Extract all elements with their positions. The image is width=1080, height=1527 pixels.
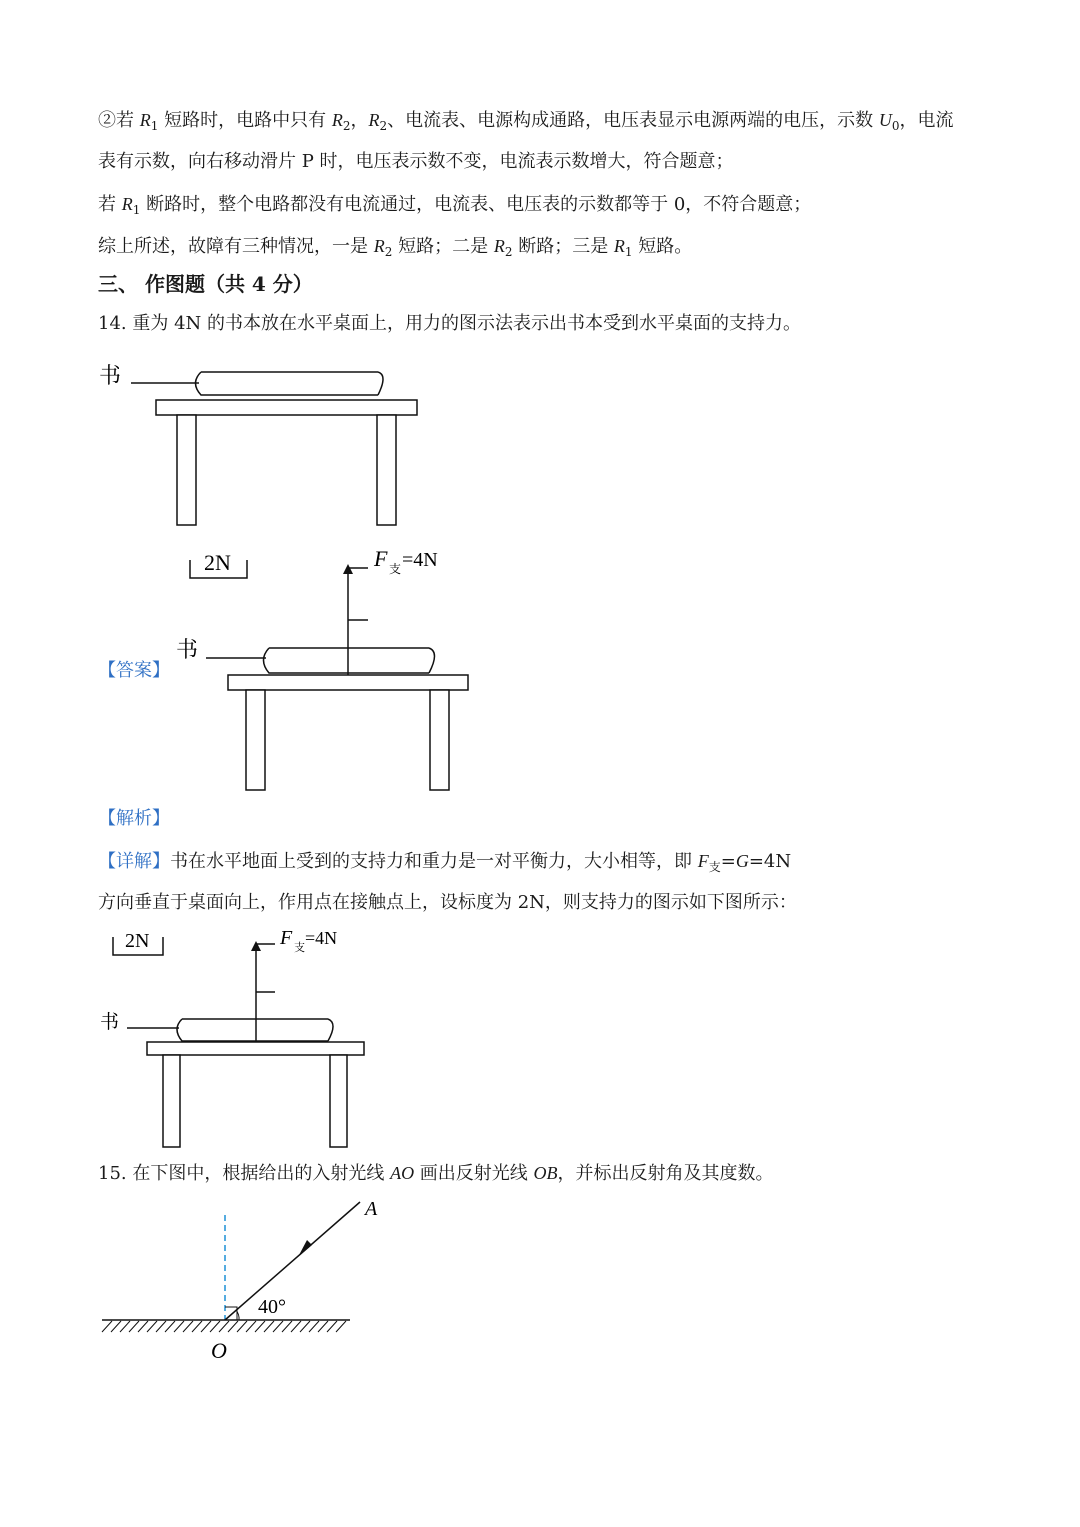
symbol-r1: R <box>139 110 151 130</box>
scale-label: 2N <box>125 930 150 952</box>
question-14: 14. 重为 4N 的书本放在水平桌面上，用力的图示法表示出书本受到水平桌面的支持力。 <box>98 313 801 334</box>
text: 若 <box>98 194 122 215</box>
mirror-hatching <box>102 1321 346 1332</box>
analysis-tag: 【解析】 <box>98 808 170 829</box>
text: 断路；三是 <box>512 236 614 257</box>
subscript: 1 <box>624 245 633 259</box>
table-leg <box>177 415 196 525</box>
figure-reflection <box>98 1195 388 1365</box>
force-symbol: F <box>280 927 293 949</box>
subscript: 1 <box>150 119 159 133</box>
ray-arrow <box>298 1240 312 1257</box>
symbol-r1: R <box>613 236 625 256</box>
text: ②若 <box>98 110 140 131</box>
subscript: 支 <box>708 860 721 874</box>
para-2: 表有示数，向右移动滑片 P 时，电压表示数不变，电流表示数增大，符合题意； <box>98 151 734 172</box>
detail-tag: 【详解】 <box>98 851 170 872</box>
point-a-label: A <box>365 1198 378 1220</box>
subscript: 2 <box>342 119 351 133</box>
point-o-label: O <box>211 1338 227 1363</box>
scale-label: 2N <box>204 550 231 575</box>
force-symbol: F <box>374 546 388 571</box>
answer-tag: 【答案】 <box>98 660 170 681</box>
subscript: 2 <box>504 245 513 259</box>
text: 断路时，整个电路都没有电流通过，电流表、电压表的示数都等于 0，不符合题意； <box>140 194 812 215</box>
subscript: 1 <box>132 203 141 217</box>
para-3 <box>98 192 811 218</box>
text: 、电流表、电源构成通路，电压表显示电源两端的电压，示数 <box>387 110 879 131</box>
ray-ob: OB <box>533 1163 558 1183</box>
text: ，并标出反射角及其度数。 <box>557 1163 774 1184</box>
symbol-r2: R <box>331 110 343 130</box>
section-heading: 三、 作图题（共 4 分） <box>98 272 313 296</box>
text: 短路时，电路中只有 <box>158 110 332 131</box>
subscript: 2 <box>384 245 393 259</box>
force-subscript: 支 <box>294 942 305 954</box>
ray-ao: AO <box>390 1163 415 1183</box>
text: ，电流 <box>899 110 954 131</box>
symbol-u0: U <box>878 110 892 130</box>
book-label: 书 <box>100 1012 120 1033</box>
force-value: =4N <box>305 928 338 948</box>
force-subscript: 支 <box>389 562 402 576</box>
table-top <box>156 400 417 415</box>
text: 书在水平地面上受到的支持力和重力是一对平衡力，大小相等，即 <box>170 851 698 872</box>
symbol-r2: R <box>373 236 385 256</box>
text: 综上所述，故障有三种情况，一是 <box>98 236 374 257</box>
text: 短路。 <box>632 236 693 257</box>
table-leg <box>377 415 396 525</box>
figure-answer <box>170 540 480 795</box>
angle-label: 40° <box>258 1296 286 1318</box>
text: ， <box>350 110 369 131</box>
symbol-r2: R <box>368 110 380 130</box>
book-label: 书 <box>99 363 122 388</box>
book-label: 书 <box>176 637 199 662</box>
symbol-f: F <box>697 851 709 871</box>
detail-line <box>98 849 791 875</box>
figure-detail <box>95 925 385 1155</box>
incident-ray <box>225 1202 360 1320</box>
force-value: =4N <box>402 549 438 571</box>
para-4 <box>98 234 692 260</box>
detail-line-2: 方向垂直于桌面向上，作用点在接触点上，设标度为 2N，则支持力的图示如下图所示： <box>98 892 797 913</box>
symbol-r1: R <box>121 194 133 214</box>
text: = <box>720 851 736 872</box>
text: =4N <box>748 851 792 872</box>
para-1 <box>98 108 953 134</box>
figure-book-on-table <box>95 355 435 535</box>
subscript: 0 <box>891 119 900 133</box>
symbol-r2: R <box>493 236 505 256</box>
subscript: 2 <box>379 119 388 133</box>
text: 15. 在下图中，根据给出的入射光线 <box>98 1163 391 1184</box>
symbol-g: G <box>735 851 749 871</box>
text: 画出反射光线 <box>414 1163 534 1184</box>
text: 短路；二是 <box>392 236 494 257</box>
question-15 <box>98 1161 774 1186</box>
